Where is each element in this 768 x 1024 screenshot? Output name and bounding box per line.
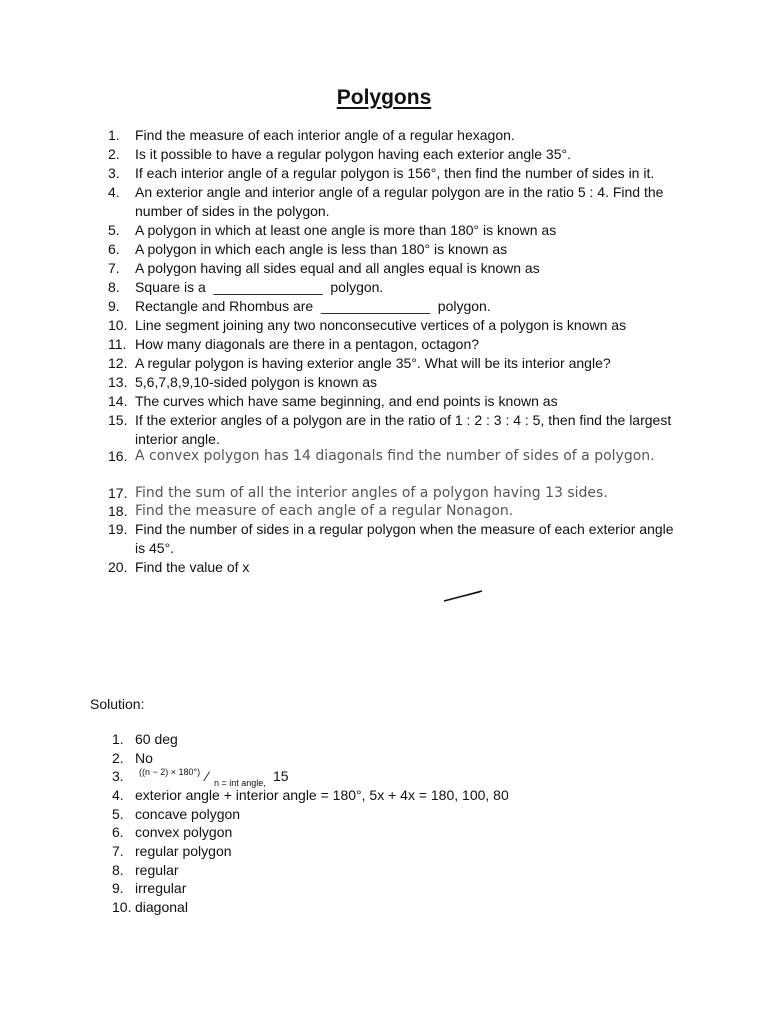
question-text: Find the sum of all the interior angles of a polygon having 13 sides. xyxy=(135,485,608,501)
solution-text: irregular xyxy=(135,880,187,897)
question-item xyxy=(0,126,768,145)
question-item xyxy=(0,520,768,558)
pen-stroke-mark xyxy=(442,589,484,603)
solution-item xyxy=(0,730,768,749)
question-text: Is it possible to have a regular polygon having each exterior angle 35°. xyxy=(135,146,571,162)
solution-text: convex polygon xyxy=(135,824,233,841)
solution-item xyxy=(0,823,768,842)
solution-number: 2. xyxy=(112,749,124,766)
question-number: 16. xyxy=(108,448,128,464)
question-text: If the exterior angles of a polygon are in the ratio of 1 : 2 : 3 : 4 : 5, then find the largest interior angle. xyxy=(135,412,672,447)
solution-heading: Solution: xyxy=(90,696,145,712)
question-item xyxy=(0,373,768,392)
question-text: Rectangle and Rhombus are ______________ polygon. xyxy=(135,298,491,314)
formula-slash: ⁄ xyxy=(206,768,209,785)
question-item xyxy=(0,259,768,278)
question-text: Find the measure of each interior angle of a regular hexagon. xyxy=(135,127,515,143)
solution-number: 9. xyxy=(112,880,124,897)
question-item xyxy=(0,278,768,297)
question-item xyxy=(0,447,768,484)
solution-number: 7. xyxy=(112,842,124,859)
question-text: A polygon in which each angle is less than 180° is known as xyxy=(135,241,508,257)
question-item xyxy=(0,164,768,183)
question-text: How many diagonals are there in a pentagon, octagon? xyxy=(135,336,480,352)
formula-denominator: n = int angle, xyxy=(214,778,266,789)
solution-item xyxy=(0,749,768,768)
question-item xyxy=(0,392,768,411)
question-item xyxy=(0,558,768,577)
solution-number: 4. xyxy=(112,787,124,804)
solution-text: 60 deg xyxy=(135,731,178,747)
solution-list xyxy=(0,730,768,916)
solution-text: regular xyxy=(135,861,179,878)
question-text: 5,6,7,8,9,10-sided polygon is known as xyxy=(135,374,378,390)
question-item xyxy=(0,240,768,259)
question-item xyxy=(0,145,768,164)
question-number: 11. xyxy=(108,336,127,352)
question-number: 13. xyxy=(108,374,128,390)
question-item xyxy=(0,297,768,316)
solution-item xyxy=(0,805,768,824)
question-number: 17. xyxy=(108,485,128,501)
question-text: A polygon having all sides equal and all angles equal is known as xyxy=(135,260,540,276)
solution-item xyxy=(0,879,768,898)
solution-item xyxy=(0,786,768,805)
solution-number: 3. xyxy=(112,768,124,785)
question-number: 12. xyxy=(108,355,128,371)
question-text: A polygon in which at least one angle is more than 180° is known as xyxy=(135,222,557,238)
solution-number: 10. xyxy=(112,898,132,915)
question-item xyxy=(0,502,768,520)
question-item xyxy=(0,484,768,502)
solution-text: concave polygon xyxy=(135,805,241,822)
question-text: Find the measure of each angle of a regular Nonagon. xyxy=(135,503,514,519)
question-number: 20. xyxy=(108,559,128,575)
question-text: The curves which have same beginning, and end points is known as xyxy=(135,393,558,409)
formula-answer: 15 xyxy=(273,768,289,785)
solution-number: 5. xyxy=(112,805,124,822)
solution-number: 8. xyxy=(112,861,124,878)
solution-text: No xyxy=(135,749,153,766)
question-text: If each interior angle of a regular polygon is 156°, then find the number of sides in it. xyxy=(135,165,655,181)
solution-item xyxy=(0,898,768,917)
solution-number: 6. xyxy=(112,824,124,841)
question-number: 14. xyxy=(108,393,128,409)
solution-text: regular polygon xyxy=(135,842,232,859)
question-number: 9. xyxy=(108,298,120,314)
question-text: Find the value of x xyxy=(135,559,250,575)
question-number: 8. xyxy=(108,279,120,295)
interior-angle-formula xyxy=(135,767,289,789)
solution-text: exterior angle + interior angle = 180°, 5x + 4x = 180, 100, 80 xyxy=(135,787,509,804)
question-number: 6. xyxy=(108,241,120,257)
question-number: 10. xyxy=(108,317,128,333)
question-number: 19. xyxy=(108,521,128,537)
question-number: 4. xyxy=(108,184,120,200)
solution-item xyxy=(0,842,768,861)
question-item xyxy=(0,335,768,354)
question-text: An exterior angle and interior angle of a regular polygon are in the ratio 5 : 4. Find the number of sides in the polygon. xyxy=(135,184,664,219)
question-number: 1. xyxy=(108,127,120,143)
question-number: 7. xyxy=(108,260,120,276)
question-item xyxy=(0,411,768,447)
question-number: 3. xyxy=(108,165,120,181)
question-text: Line segment joining any two nonconsecutive vertices of a polygon is known as xyxy=(135,317,627,333)
question-text: Square is a ______________ polygon. xyxy=(135,279,384,295)
question-number: 5. xyxy=(108,222,120,238)
question-item xyxy=(0,221,768,240)
solution-text: diagonal xyxy=(135,898,188,915)
page-title: Polygons xyxy=(336,86,432,109)
question-text: A convex polygon has 14 diagonals find the number of sides of a polygon. xyxy=(135,448,655,464)
question-number: 18. xyxy=(108,503,128,519)
question-list xyxy=(0,126,768,577)
solution-item xyxy=(0,861,768,880)
formula-numerator: ((n − 2) × 180°) xyxy=(139,767,201,778)
question-text: Find the number of sides in a regular polygon when the measure of each exterior angle is 45°. xyxy=(135,521,674,556)
solution-number: 1. xyxy=(112,731,124,747)
question-item xyxy=(0,183,768,221)
question-text: A regular polygon is having exterior angle 35°. What will be its interior angle? xyxy=(135,355,611,371)
solution-item xyxy=(0,767,768,789)
question-item xyxy=(0,316,768,335)
question-item xyxy=(0,354,768,373)
question-number: 2. xyxy=(108,146,120,162)
question-number: 15. xyxy=(108,412,128,428)
